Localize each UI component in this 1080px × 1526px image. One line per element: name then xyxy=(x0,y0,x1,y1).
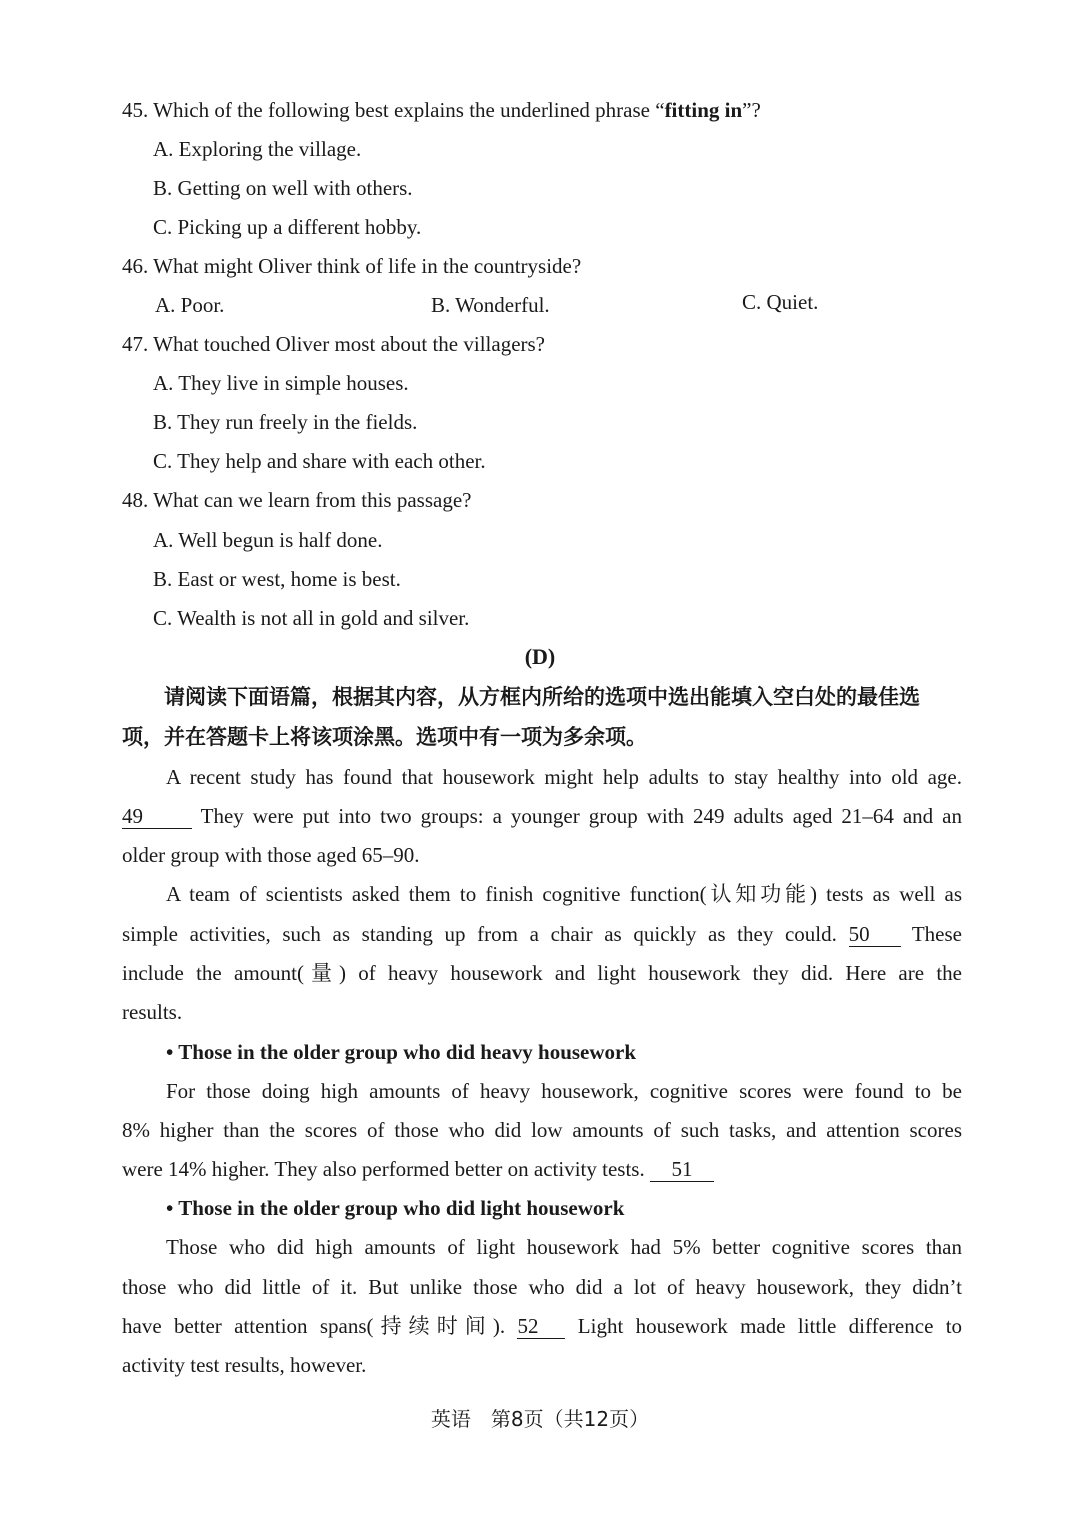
passage-p1-line-2-text: They were put into two groups: a younger group with 249 adults aged 21–64 and an xyxy=(192,804,962,828)
question-45-stem xyxy=(122,96,761,124)
passage-p2-line-2-end: These xyxy=(911,922,963,946)
passage-p2-line-3: include the amount(量) of heavy housework and light housework they did. Here are the xyxy=(122,961,962,985)
subheading-heavy-housework: • Those in the older group who did heavy housework xyxy=(166,1040,637,1064)
question-48-option-b: B. East or west, home is best. xyxy=(153,567,401,591)
blank-52: 52 xyxy=(517,1314,565,1339)
passage-p3-line-2: 8% higher than the scores of those who did low amounts of such tasks, and attention scores xyxy=(122,1118,962,1142)
question-46-option-b: B. Wonderful. xyxy=(431,293,550,317)
question-46-option-a: A. Poor. xyxy=(155,293,225,317)
question-45-option-c: C. Picking up a different hobby. xyxy=(153,215,422,239)
passage-p4-line-3-end: Light housework made little difference to xyxy=(577,1314,963,1338)
page-footer: 英语 第8页（共12页） xyxy=(430,1407,650,1431)
passage-p1-line-1: A recent study has found that housework might help adults to stay healthy into old age. xyxy=(166,765,962,789)
blank-51: 51 xyxy=(650,1157,714,1182)
question-47-option-a: A. They live in simple houses. xyxy=(153,371,409,395)
passage-p4-line-4: activity test results, however. xyxy=(122,1353,367,1377)
question-45-stem-end: ”? xyxy=(742,98,761,122)
passage-p1-line-2 xyxy=(122,802,962,830)
passage-p2-line-2 xyxy=(122,920,962,948)
passage-p4-line-3-text: have better attention spans(持续时间). xyxy=(122,1314,506,1338)
question-48-stem: 48. What can we learn from this passage? xyxy=(122,488,472,512)
question-45-phrase: fitting in xyxy=(664,98,743,122)
question-48-option-c: C. Wealth is not all in gold and silver. xyxy=(153,606,470,630)
passage-p4-line-2: those who did little of it. But unlike those who did a lot of heavy housework, they didn’t xyxy=(122,1275,962,1299)
question-46-stem: 46. What might Oliver think of life in the countryside? xyxy=(122,254,582,278)
blank-50: 50 xyxy=(849,922,901,947)
question-47-option-c: C. They help and share with each other. xyxy=(153,449,486,473)
question-45-option-b: B. Getting on well with others. xyxy=(153,176,413,200)
passage-p3-line-3-text: were 14% higher. They also performed better on activity tests. xyxy=(122,1157,645,1181)
passage-p4-line-3 xyxy=(122,1312,962,1340)
passage-p4-line-1: Those who did high amounts of light housework had 5% better cognitive scores than xyxy=(166,1235,962,1259)
blank-49: 49 xyxy=(122,804,192,829)
passage-p3-line-3 xyxy=(122,1155,714,1183)
question-47-stem: 47. What touched Oliver most about the villagers? xyxy=(122,332,546,356)
passage-p1-line-3: older group with those aged 65–90. xyxy=(122,843,420,867)
question-45-option-a: A. Exploring the village. xyxy=(153,137,362,161)
question-47-option-b: B. They run freely in the fields. xyxy=(153,410,418,434)
section-instructions-line-2: 项，并在答题卡上将该项涂黑。选项中有一项为多余项。 xyxy=(122,725,647,749)
passage-p3-line-1: For those doing high amounts of heavy housework, cognitive scores were found to be xyxy=(166,1079,962,1103)
passage-p2-line-1: A team of scientists asked them to finish cognitive function(认知功能) tests as well as xyxy=(166,882,962,906)
question-45-stem-text: 45. Which of the following best explains the underlined phrase “ xyxy=(122,98,665,122)
question-48-option-a: A. Well begun is half done. xyxy=(153,528,383,552)
question-46-option-c: C. Quiet. xyxy=(742,290,819,314)
passage-p2-line-4: results. xyxy=(122,1000,183,1024)
section-instructions-line-1: 请阅读下面语篇，根据其内容，从方框内所给的选项中选出能填入空白处的最佳选 xyxy=(164,685,920,709)
section-title: (D) xyxy=(524,644,556,669)
subheading-light-housework: • Those in the older group who did light housework xyxy=(166,1196,625,1220)
passage-p2-line-2-text: simple activities, such as standing up from a chair as quickly as they could. xyxy=(122,922,837,946)
